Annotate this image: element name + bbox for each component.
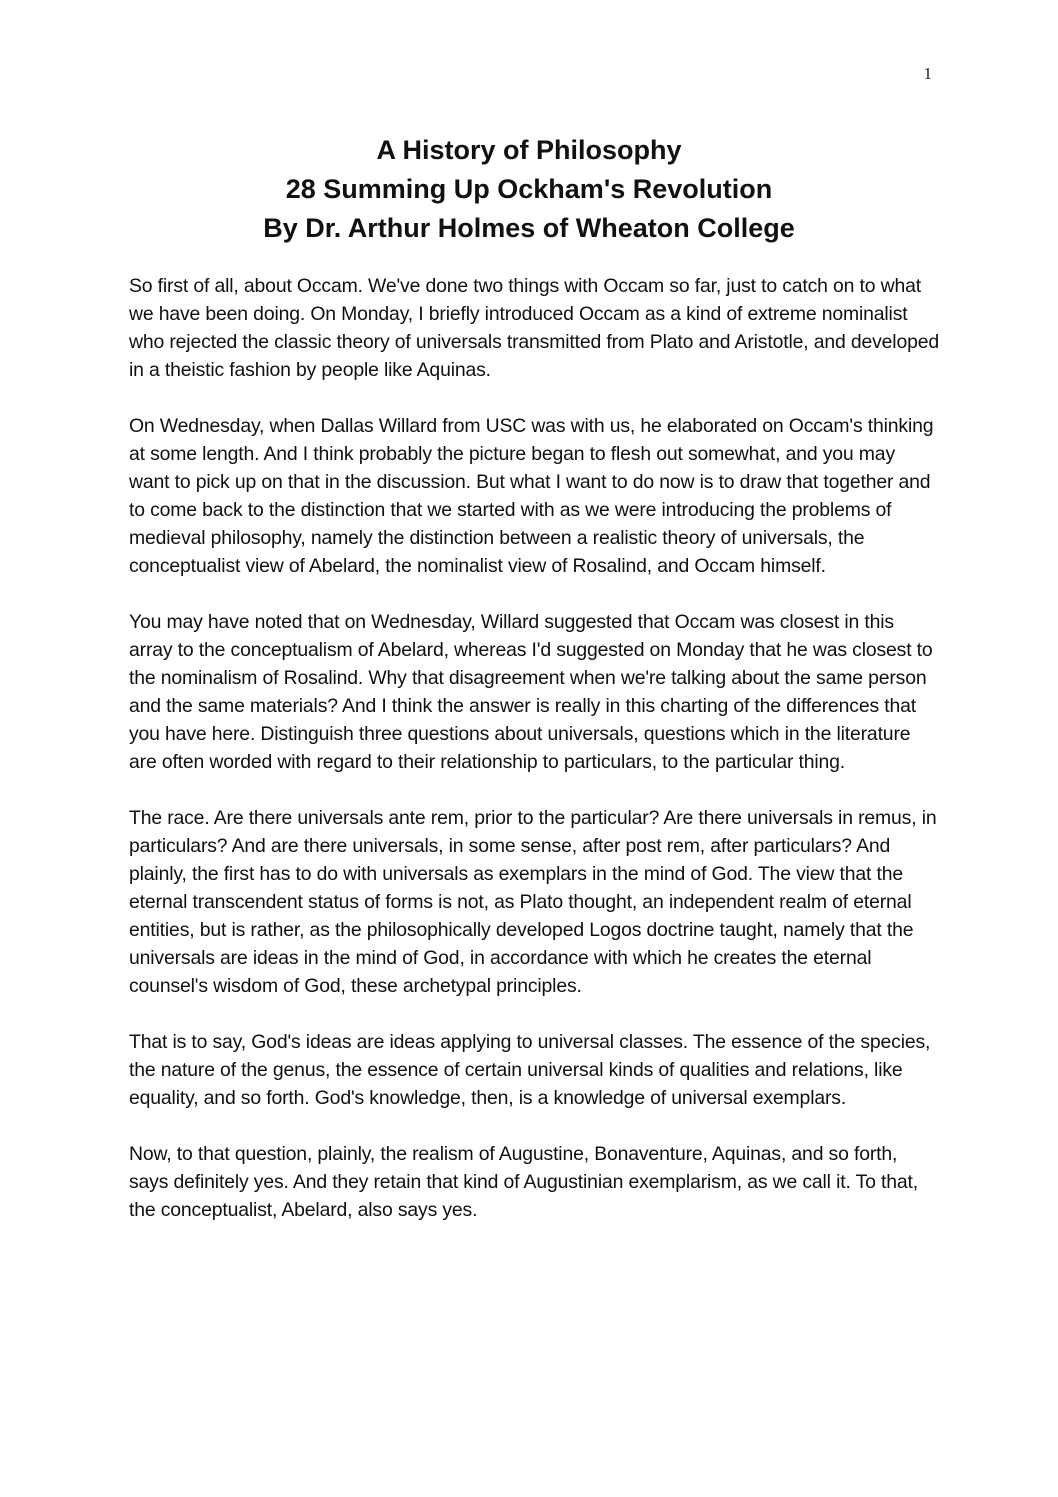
author-byline: By Dr. Arthur Holmes of Wheaton College [263,213,795,243]
paragraph: On Wednesday, when Dallas Willard from USC was with us, he elaborated on Occam's thinking at some length. And I think probably the picture began to flesh out somewhat, and you may want to pick up on that in the discussion. But what I want to do now is to draw that together and to come back to the distinction that we started with as we were introducing the problems of medieval philosophy, namely the distinction between a realistic theory of universals, the conceptualist view of Abelard, the nominalist view of Rosalind, and Occam himself. [129,415,934,577]
lecture-title: 28 Summing Up Ockham's Revolution [285,174,773,204]
paragraph: You may have noted that on Wednesday, Willard suggested that Occam was closest in this array to the conceptualism of Abelard, whereas I'd suggested on Monday that he was closest to the nominalism of Rosalind. Why that disagreement when we're talking about the same person and the same materials? And I think the answer is really in this charting of the differences that you have here. Distinguish three questions about universals, questions which in the literature are often worded with regard to their relationship to particulars, to the particular thing. [129,611,933,773]
document-title [0,131,1058,248]
document-body [129,272,939,1252]
series-title: A History of Philosophy [376,135,682,165]
page-number: 1 [923,64,932,83]
paragraph: That is to say, God's ideas are ideas applying to universal classes. The essence of the species, the nature of the genus, the essence of certain universal kinds of qualities and relations, like equality, and so forth. God's knowledge, then, is a knowledge of universal exemplars. [129,1031,931,1109]
paragraph: The race. Are there universals ante rem, prior to the particular? Are there universals in remus, in particulars? And are there universals, in some sense, after post rem, after particulars? And plainly, the first has to do with universals as exemplars in the mind of God. The view that the eternal transcendent status of forms is not, as Plato thought, an independent realm of eternal entities, but is rather, as the philosophically developed Logos doctrine taught, namely that the universals are ideas in the mind of God, in accordance with which he creates the eternal counsel's wisdom of God, these archetypal principles. [129,807,937,997]
paragraph: So first of all, about Occam. We've done two things with Occam so far, just to catch on to what we have been doing. On Monday, I briefly introduced Occam as a kind of extreme nominalist who rejected the classic theory of universals transmitted from Plato and Aristotle, and developed in a theistic fashion by people like Aquinas. [129,275,939,381]
paragraph: Now, to that question, plainly, the realism of Augustine, Bonaventure, Aquinas, and so forth, says definitely yes. And they retain that kind of Augustinian exemplarism, as we call it. To that, the conceptualist, Abelard, also says yes. [129,1143,918,1221]
